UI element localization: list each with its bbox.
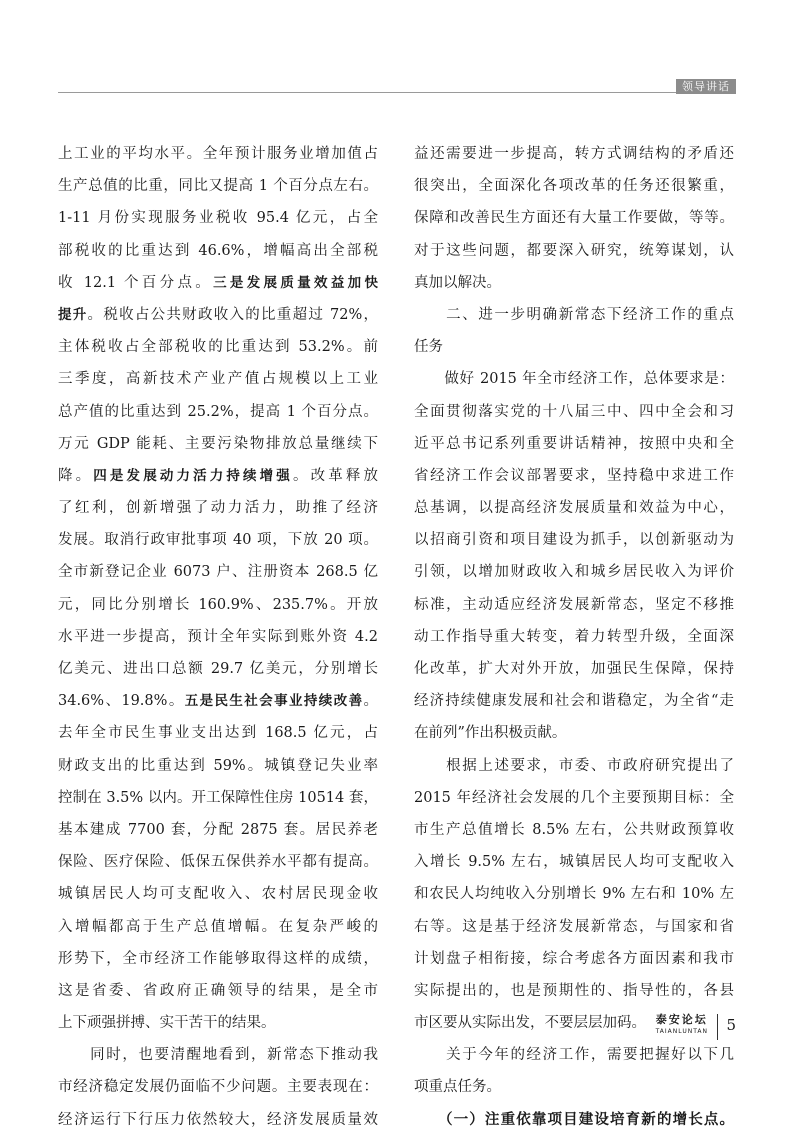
text-line [58, 878, 378, 910]
text-line [58, 911, 378, 943]
line-text: 右等。这是基于经济发展新常态，与国家和省 [414, 918, 734, 935]
line-text: 总基调，以提高经济发展质量和效益为中心， [414, 500, 734, 517]
line-text: 亿美元、进出口总额 29.7 亿美元，分别增长 [58, 661, 378, 677]
text-line [58, 396, 378, 428]
text-line [414, 975, 734, 1007]
line-text: 全面贯彻落实党的十八届三中、四中全会和习 [414, 403, 734, 420]
emphasis-phrase: 提升 [58, 306, 88, 323]
line-text: 经济持续健康发展和社会和谐稳定，为全省“走 [414, 693, 734, 710]
line-text: 城镇居民人均可支配收入、农村居民现金收 [58, 886, 378, 903]
text-line [58, 170, 378, 202]
text-line [58, 975, 378, 1007]
text-line [58, 524, 378, 556]
line-text: 发展。取消行政审批事项 40 项，下放 20 项。 [58, 532, 378, 549]
line-text: 根据上述要求，市委、市政府研究提出了 [414, 757, 734, 774]
line-text: 以招商引资和项目建设为抓手，以创新驱动为 [414, 532, 734, 549]
text-line [414, 170, 734, 202]
line-text: 标准，主动适应经济发展新常态，坚定不移推 [414, 596, 734, 613]
line-text: 生产总值的比重，同比又提高 1 个百分点左右。 [58, 178, 378, 195]
line-text: （一）注重依靠项目建设培育新的增长点。 [414, 1110, 734, 1128]
text-line [58, 1039, 378, 1071]
text-line [58, 299, 378, 331]
line-text: 保障和改善民生方面还有大量工作要做，等等。 [414, 210, 734, 227]
line-text: 水平进一步提高，预计全年实际到账外资 4.2 [58, 628, 378, 645]
line-text: 项重点任务。 [414, 1079, 501, 1096]
text-line [58, 460, 378, 492]
text-line [414, 911, 734, 943]
journal-name: 泰安论坛 [655, 1013, 708, 1026]
text-line [414, 556, 734, 588]
line-text: 同时，也要清醒地看到，新常态下推动我 [58, 1047, 378, 1064]
text-line [414, 685, 734, 717]
text-line [414, 138, 734, 170]
text-line [58, 814, 378, 846]
text-line [58, 492, 378, 524]
text-line [414, 267, 734, 299]
line-text: 主体税收占全部税收的比重达到 53.2%。前 [58, 339, 378, 356]
text-line [58, 846, 378, 878]
line-text: 这是省委、省政府正确领导的结果，是全市 [58, 982, 378, 999]
line-text: 化改革，扩大对外开放，加强民生保障，保持 [414, 661, 734, 677]
line-text: 总产值的比重达到 25.2%，提高 1 个百分点。 [58, 403, 378, 420]
line-text: 市生产总值增长 8.5% 左右，公共财政预算收 [414, 821, 734, 838]
text-line [414, 943, 734, 975]
text-line [58, 943, 378, 975]
line-text: 任务 [414, 339, 443, 356]
text-line [414, 363, 734, 395]
line-text: 计划盘子相衔接，综合考虑各方面因素和我市 [414, 950, 734, 967]
line-text: 在前列”作出积极贡献。 [414, 725, 567, 742]
text-line [414, 396, 734, 428]
line-text: 。 [363, 693, 378, 710]
line-text: 入增长 9.5% 左右，城镇居民人均可支配收入 [414, 854, 734, 871]
line-text: 省经济工作会议部署要求，坚持稳中求进工作 [414, 467, 734, 484]
text-line [58, 1007, 378, 1039]
line-text: 形势下，全市经济工作能够取得这样的成绩， [58, 950, 378, 967]
text-line [414, 814, 734, 846]
text-line [58, 202, 378, 234]
line-text: 1-11 月份实现服务业税收 95.4 亿元，占全 [58, 210, 378, 227]
line-text: 关于今年的经济工作，需要把握好以下几 [414, 1047, 734, 1064]
text-line [414, 299, 734, 331]
text-line [58, 235, 378, 267]
text-line [58, 267, 378, 299]
line-text: 控制在 3.5% 以内。开工保障性住房 10514 套， [58, 789, 378, 806]
line-text: 对于这些问题，都要深入研究，统筹谋划，认 [414, 242, 734, 259]
line-text: 市区要从实际出发，不要层层加码。 [414, 1015, 646, 1032]
text-line [58, 782, 378, 814]
text-line [414, 492, 734, 524]
line-text: 引领，以增加财政收入和城乡居民收入为评价 [414, 564, 734, 581]
text-line [414, 235, 734, 267]
line-text: 了红利，创新增强了动力活力，助推了经济 [58, 500, 378, 517]
line-text: 二、进一步明确新常态下经济工作的重点 [414, 306, 734, 323]
section-tag: 领导讲话 [676, 79, 736, 94]
line-text: 上下顽强拼搏、实干苦干的结果。 [58, 1015, 276, 1032]
text-line [58, 363, 378, 395]
line-text: 降。 [58, 467, 94, 484]
text-line [414, 1071, 734, 1103]
line-text: 万元 GDP 能耗、主要污染物排放总量继续下 [58, 435, 378, 452]
text-line [414, 621, 734, 653]
text-line [414, 653, 734, 685]
line-text: 三季度，高新技术产业产值占规模以上工业 [58, 371, 378, 388]
header-rule [58, 92, 736, 93]
line-text: 实际提出的，也是预期性的、指导性的，各县 [414, 982, 734, 999]
right-column [414, 138, 734, 1136]
text-line [414, 460, 734, 492]
text-line [58, 621, 378, 653]
text-line [58, 1104, 378, 1136]
text-line [414, 878, 734, 910]
line-text: 上工业的平均水平。全年预计服务业增加值占 [58, 146, 378, 162]
line-text: 市经济稳定发展仍面临不少问题。主要表现在： [58, 1079, 378, 1096]
line-text: 全市新登记企业 6073 户、注册资本 268.5 亿 [58, 564, 378, 581]
line-text: 真加以解决。 [414, 274, 501, 291]
text-line [414, 1104, 734, 1136]
text-line [58, 685, 378, 717]
journal-name-latin: TAIANLUNTAN [655, 1028, 708, 1035]
text-line [58, 331, 378, 363]
text-line [414, 846, 734, 878]
emphasis-phrase: 五是民生社会事业持续改善 [184, 693, 364, 710]
line-text: 益还需要进一步提高，转方式调结构的矛盾还 [414, 146, 734, 162]
text-line [414, 589, 734, 621]
line-text: 。税收占公共财政收入的比重超过 72%， [87, 306, 378, 323]
line-text: 保险、医疗保险、低保五保供养水平都有提高。 [58, 854, 378, 871]
line-text: 动工作指导重大转变，着力转型升级，全面深 [414, 628, 734, 645]
line-text: 。改革释放 [292, 467, 378, 484]
text-line [414, 524, 734, 556]
line-text: 2015 年经济社会发展的几个主要预期目标：全 [414, 789, 734, 806]
text-line [414, 1039, 734, 1071]
text-line [58, 1071, 378, 1103]
text-line [414, 782, 734, 814]
text-line [58, 138, 378, 170]
text-line [58, 750, 378, 782]
line-text: 元，同比分别增长 160.9%、235.7%。开放 [58, 596, 378, 613]
line-text: 34.6%、19.8%。 [58, 693, 185, 710]
line-text: 收 12.1 个百分点。 [58, 274, 214, 291]
line-text: 入增幅都高于生产总值增幅。在复杂严峻的 [58, 918, 378, 935]
text-line [414, 428, 734, 460]
line-text: 和农民人均纯收入分别增长 9% 左右和 10% 左 [414, 886, 734, 903]
emphasis-phrase: 三是发展质量效益加快 [213, 274, 378, 291]
text-line [58, 556, 378, 588]
text-line [414, 331, 734, 363]
text-line [414, 750, 734, 782]
text-line [58, 717, 378, 749]
line-text: 部税收的比重达到 46.6%，增幅高出全部税 [58, 242, 378, 259]
footer-divider [717, 1014, 718, 1040]
left-column [58, 138, 378, 1136]
emphasis-phrase: 四是发展动力活力持续增强 [93, 467, 293, 484]
line-text: 做好 2015 年全市经济工作，总体要求是： [414, 371, 734, 388]
text-line [58, 428, 378, 460]
page-number: 5 [726, 1016, 736, 1034]
text-line [58, 589, 378, 621]
journal-brand [656, 1012, 708, 1036]
line-text: 经济运行下行压力依然较大，经济发展质量效 [58, 1111, 378, 1128]
line-text: 财政支出的比重达到 59%。城镇登记失业率 [58, 757, 378, 774]
text-line [414, 202, 734, 234]
line-text: 很突出，全面深化各项改革的任务还很繁重， [414, 178, 734, 195]
line-text: 基本建成 7700 套，分配 2875 套。居民养老 [58, 821, 378, 838]
text-line [414, 717, 734, 749]
text-line [58, 653, 378, 685]
line-text: 去年全市民生事业支出达到 168.5 亿元，占 [58, 725, 378, 742]
line-text: 近平总书记系列重要讲话精神，按照中央和全 [414, 435, 734, 452]
